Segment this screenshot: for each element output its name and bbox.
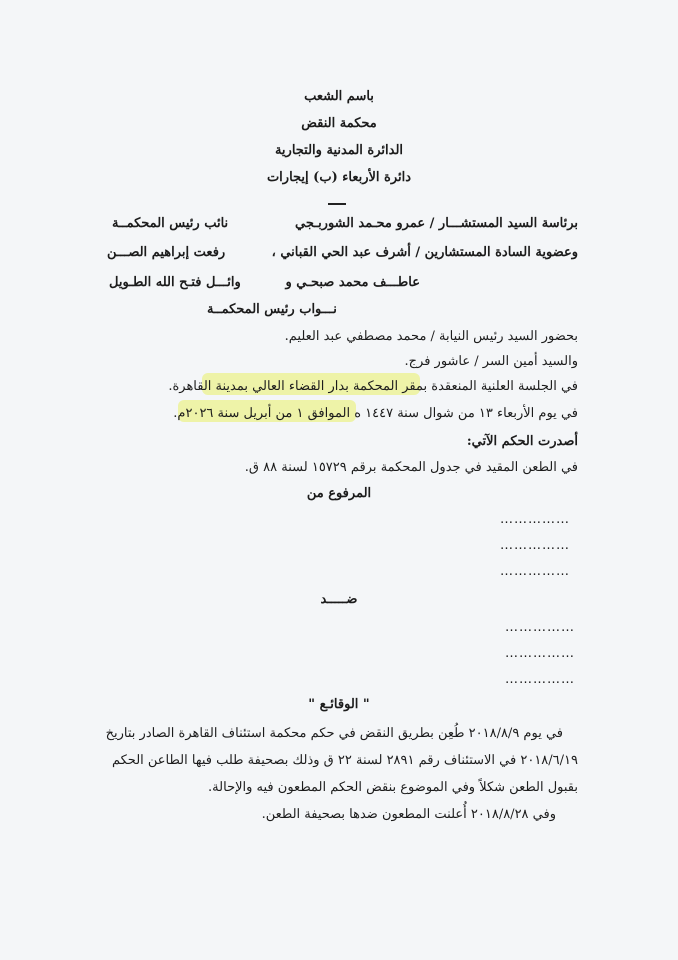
bench-member-4: وائـــل فتـح الله الطـويل: [109, 275, 241, 290]
facts-paragraph-2: وفي ٢٠١٨/٨/٢٨ أُعلنت المطعون ضدها بصحيفة الطعن.: [261, 807, 556, 822]
appellant-placeholder-1: ……………: [500, 512, 570, 527]
filed-by-heading: المرفوع من: [306, 486, 372, 501]
appellant-placeholder-3: ……………: [500, 564, 570, 579]
session-venue: في الجلسة العلنية المنعقدة بمقر المحكمة بدار القضاء العالي بمدينة القاهرة.: [168, 379, 578, 394]
bench-member-2: رفعت إبراهيم الصـــن: [107, 245, 226, 260]
bench-member-3: عاطـــف محمد صبحـي و: [285, 275, 420, 290]
header-court-name: محكمة النقض: [301, 116, 377, 131]
bench-deputies-title: نـــواب رئيس المحكمــة: [207, 302, 337, 317]
session-secretary: والسيد أمين السر / عاشور فرج.: [404, 354, 578, 369]
session-date: في يوم الأربعاء ١٣ من شوال سنة ١٤٤٧ ه الموافق ١ من أبريل سنة ٢٠٢٦م.: [173, 406, 578, 421]
bench-members: وعضوية السادة المستشارين / أشرف عبد الحي القباني ،: [271, 245, 578, 260]
facts-paragraph-1-line-1: في يوم ٢٠١٨/٨/٩ طُعِن بطريق النقض في حكم محكمة استئناف القاهرة الصادر بتاريخ: [105, 726, 563, 741]
appellant-placeholder-2: ……………: [500, 538, 570, 553]
header-divider: [328, 203, 346, 205]
bench-presiding-title: نائب رئيس المحكمــة: [112, 216, 229, 231]
header-in-name-of-people: باسم الشعب: [304, 89, 374, 104]
respondent-placeholder-1: ……………: [505, 620, 575, 635]
bench-presiding: برئاسة السيد المستشـــار / عمرو محـمد الشوربـجي: [295, 216, 578, 231]
judgment-appeal-number: في الطعن المقيد في جدول المحكمة برقم ١٥٧٢٩ لسنة ٨٨ ق.: [244, 460, 578, 475]
header-chamber: دائرة الأربعاء (ب) إيجارات: [266, 170, 412, 185]
facts-heading: " الوقائـع ": [308, 697, 370, 712]
header-circuit: الدائرة المدنية والتجارية: [274, 143, 404, 158]
respondent-placeholder-3: ……………: [505, 672, 575, 687]
session-prosecutor: بحضور السيد رئيس النيابة / محمد مصطفي عبد العليم.: [284, 329, 578, 344]
judgment-issued-heading: أصدرت الحكم الآتي:: [466, 434, 578, 449]
facts-paragraph-1-line-2: ٢٠١٨/٦/١٩ في الاستئناف رقم ٢٨٩١ لسنة ٢٢ ق وذلك بصحيفة طلب فيها الطاعن الحكم: [111, 753, 578, 768]
facts-paragraph-1-line-3: بقبول الطعن شكلاً وفي الموضوع بنقض الحكم المطعون فيه والإحالة.: [208, 780, 578, 795]
respondent-placeholder-2: ……………: [505, 646, 575, 661]
against-heading: ضـــــد: [320, 592, 358, 607]
